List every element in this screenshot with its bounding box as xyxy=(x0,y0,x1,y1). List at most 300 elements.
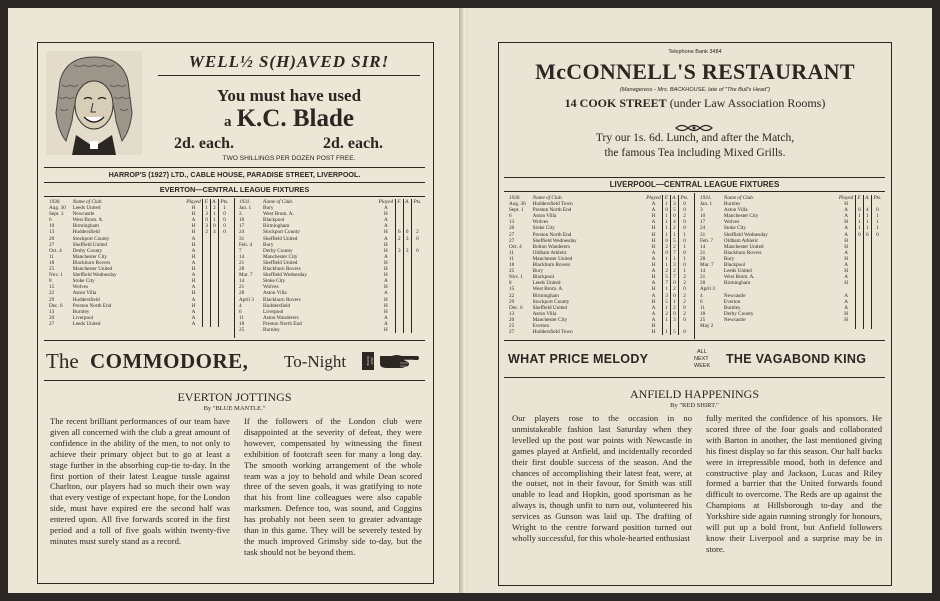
fixture-club: Huddersfield xyxy=(72,296,100,303)
fixture-for: 1 xyxy=(663,232,670,238)
ad-price-right: 2d. each. xyxy=(323,135,383,152)
fixture-club: Bury xyxy=(263,205,274,212)
fixture-for: 1 xyxy=(663,305,670,311)
fixture-date: 21 xyxy=(700,249,706,256)
fixture-club: Manchester City xyxy=(263,253,298,260)
fixture-club: Birmingham xyxy=(532,292,559,299)
everton-article-column-1: The recent brilliant performances of our team have given all concerned with the club a great amount of confidence in the ability of the men, to not only to achieve their primary object but to go at least a stage further in the absorbing cup-tie to-day. In the first portion of their latest League tussle against Charlton, our players had so much their own way that every vestige of expectant hope, for the London side, must have expired ere the second half was entered upon. All five forwards scored in the first period and a toll of five goals within twenty-five minutes must surely stand as a record. xyxy=(50,416,230,546)
fixture-points: 2 xyxy=(679,280,690,286)
everton-fixtures-table-1930 xyxy=(48,199,230,327)
fixture-club: Burnley xyxy=(263,326,280,333)
ad-line-one: You must have used xyxy=(216,86,362,105)
fixture-venue: H xyxy=(651,298,656,305)
fixture-against: 0 xyxy=(670,293,678,299)
lfc-fixtures-bottom-rule xyxy=(504,340,885,341)
restaurant-street: 14 COOK STREET xyxy=(564,96,667,110)
melody-bottom-rule xyxy=(504,377,885,378)
fixture-venue: A xyxy=(651,268,656,275)
fixture-club: Burnley xyxy=(723,201,741,208)
fixture-points: 0 xyxy=(679,201,690,207)
fixture-venue: H xyxy=(844,280,848,287)
fixture-club: Huddersfield xyxy=(263,302,291,309)
fixture-against: 1 xyxy=(670,299,678,305)
fixture-against: 0 xyxy=(670,213,678,219)
fixture-club: Oldham Athletic xyxy=(532,249,568,256)
fixture-date: Oct. 4 xyxy=(509,243,522,250)
fixture-venue: A xyxy=(844,207,848,214)
fixture-date: 8 xyxy=(49,278,52,285)
fixture-header-cell: A. xyxy=(404,199,410,205)
fixture-venue: H xyxy=(384,272,388,279)
fixture-against: 5 xyxy=(670,329,678,335)
fixture-club: Sheffield United xyxy=(532,304,567,311)
fixture-date: April 3 xyxy=(700,286,715,293)
fixture-club: Blackpool xyxy=(532,274,554,281)
fixture-venue: A xyxy=(651,316,656,323)
fixture-against: 0 xyxy=(210,223,218,229)
fixture-date: 13 xyxy=(509,310,515,317)
fixture-against: 4 xyxy=(863,207,871,213)
everton-article-byline: By "BLUE MANTLE." xyxy=(203,405,266,412)
fixture-date: Dec. 6 xyxy=(49,302,63,309)
fixture-venue: H xyxy=(384,259,388,266)
fixture-club: Leeds United xyxy=(72,205,101,212)
fixture-points: 0 xyxy=(871,232,883,238)
fixture-date: 24 xyxy=(700,225,706,232)
fixture-venue: H xyxy=(384,241,388,248)
fixture-venue: H xyxy=(191,278,196,285)
fixture-date: 29 xyxy=(49,296,55,303)
fixture-header-cell: Pts. xyxy=(220,199,229,205)
fixture-venue: H xyxy=(384,284,388,291)
fixture-venue: H xyxy=(651,225,656,232)
fixture-header-cell: 1931. xyxy=(700,195,712,201)
fixture-date: 25 xyxy=(49,266,55,273)
fixture-for: 0 xyxy=(856,207,864,213)
fixture-club: Wolves xyxy=(263,284,279,291)
fixture-venue: H xyxy=(651,213,656,220)
ad-bottom-rule xyxy=(44,167,425,168)
fixture-for: 0 xyxy=(663,238,670,244)
jack-payne-badge: JACK PAYNE xyxy=(362,352,374,370)
fixtures-divider xyxy=(234,198,235,338)
pointing-hand-icon xyxy=(378,352,420,374)
fixture-club: Oldham Athletic xyxy=(723,237,759,244)
fixture-points xyxy=(219,321,230,327)
fixture-points: 1 xyxy=(679,268,690,274)
fixture-venue: A xyxy=(844,225,848,232)
lfc-fixtures-divider xyxy=(694,193,695,339)
fixture-for: 0 xyxy=(663,250,670,256)
fixture-club: Manchester City xyxy=(532,316,568,323)
fixture-against xyxy=(210,321,218,327)
fixture-against: 0 xyxy=(403,229,411,235)
fixture-for: 1 xyxy=(663,329,670,335)
fixture-venue: H xyxy=(651,231,656,238)
fixture-for: 6 xyxy=(396,229,404,235)
fixtures-top-rule xyxy=(44,182,425,183)
fixture-header-cell: Played xyxy=(646,195,661,201)
fixture-venue: H xyxy=(191,302,196,309)
fixture-venue: A xyxy=(844,262,848,269)
fixture-against: 5 xyxy=(670,207,678,213)
fixture-for: 1 xyxy=(663,286,670,292)
fixture-points: 0 xyxy=(679,225,690,231)
fixture-date: 3 xyxy=(700,207,703,214)
fixture-points: 2 xyxy=(679,299,690,305)
fixture-date: 21 xyxy=(239,259,245,266)
fixture-venue: A xyxy=(651,310,656,317)
fixture-venue: H xyxy=(191,211,196,218)
melody-banner xyxy=(504,346,885,374)
fixture-table xyxy=(699,195,883,329)
right-page xyxy=(468,8,932,593)
fixture-date: 13 xyxy=(49,308,55,315)
fixture-venue: A xyxy=(844,292,848,299)
fixture-points: 0 xyxy=(679,238,690,244)
commodore-bottom-rule xyxy=(44,380,425,381)
fixture-points: 0 xyxy=(679,219,690,225)
fixture-for: 1 xyxy=(856,213,864,219)
fixture-club: Stockport County xyxy=(72,235,110,242)
fixture-date: 17 xyxy=(239,223,245,230)
fixture-for: 0 xyxy=(856,232,864,238)
anfield-article-title: ANFIELD HAPPENINGS xyxy=(629,387,759,401)
fixture-date: 28 xyxy=(700,280,706,287)
fixture-club: Leeds United xyxy=(72,320,101,327)
fixture-club: Stoke City xyxy=(72,278,95,285)
fixture-date: Aug. 30 xyxy=(49,205,66,212)
fixture-venue: H xyxy=(651,329,656,336)
fixture-club: Aston Villa xyxy=(72,290,97,297)
fixture-date: Dec. 6 xyxy=(509,304,523,311)
fixture-venue: A xyxy=(191,308,196,315)
fixture-against: 1 xyxy=(210,211,218,217)
fixture-club: Aston Villa xyxy=(723,207,748,214)
fixture-venue: A xyxy=(651,201,656,208)
fixture-date: 27 xyxy=(509,237,515,244)
fixture-venue: H xyxy=(651,322,656,329)
everton-fixtures-title: EVERTON—CENTRAL LEAGUE FIXTURES xyxy=(159,185,310,194)
fixture-date: 6 xyxy=(509,213,512,220)
fixture-club: Preston North End xyxy=(532,231,572,238)
fixture-date: Sept. 3 xyxy=(49,211,64,218)
fixture-for: 1 xyxy=(663,213,670,219)
fixture-date: 6 xyxy=(49,217,52,224)
fixture-club: Aston Villa xyxy=(532,310,557,317)
fixture-date: 6 xyxy=(700,298,703,305)
fixture-date: 18 xyxy=(700,310,706,317)
fixture-against: 2 xyxy=(670,268,678,274)
fixture-points: 0 xyxy=(679,286,690,292)
fixture-venue: A xyxy=(651,255,656,262)
fixture-points: 1 xyxy=(679,244,690,250)
fixture-club: Aston Villa xyxy=(532,213,557,220)
fixture-row xyxy=(48,321,230,327)
melody-right-title: THE VAGABOND KING xyxy=(726,352,867,366)
fixture-club: Stockport County xyxy=(263,229,300,236)
fixture-header-cell: F. xyxy=(664,195,669,201)
fixture-date: 4 xyxy=(700,292,703,299)
ad-headline: WELL½ S(H)AVED SIR! xyxy=(188,52,390,71)
fixture-header-cell: 1930. xyxy=(49,199,61,205)
fixture-venue: A xyxy=(651,280,656,287)
fixture-header-cell: Name of Club. xyxy=(72,199,103,205)
fixture-club: Blackburn Rovers xyxy=(532,262,571,269)
commodore-the: The xyxy=(46,349,79,373)
fixture-date: 13 xyxy=(509,219,515,226)
fixture-club: Sheffield Wednesday xyxy=(72,272,117,279)
fixture-venue: H xyxy=(384,266,388,273)
fixture-points xyxy=(871,323,883,329)
melody-week: WEEK xyxy=(694,363,711,369)
fixture-club: Sheffield Wednesday xyxy=(723,231,768,238)
fixture-date: 18 xyxy=(239,320,245,327)
fixture-club: Birmingham xyxy=(263,223,290,230)
fixture-date: 20 xyxy=(49,235,55,242)
fixture-points: 0 xyxy=(679,262,690,268)
fixture-against: 2 xyxy=(670,225,678,231)
fixture-club: Bury xyxy=(723,255,735,262)
fixture-header-cell: Name of Club. xyxy=(532,195,563,201)
fixture-points: 2 xyxy=(411,229,423,235)
fixture-venue: H xyxy=(384,211,388,218)
fixture-date: 11 xyxy=(509,249,514,256)
fixture-club: Liverpool xyxy=(263,308,284,315)
fixture-club: Newcastle xyxy=(72,211,95,218)
fixture-date: 4 xyxy=(239,302,242,309)
fixture-club: Preston North End xyxy=(263,320,302,327)
fixture-header-cell: A. xyxy=(865,195,870,201)
melody-next: NEXT xyxy=(694,356,709,362)
fixture-club: Derby County xyxy=(723,310,754,317)
fixture-header-cell: F. xyxy=(204,199,209,205)
fixture-club: Blackburn Rovers xyxy=(72,259,111,266)
fixture-club: Manchester United xyxy=(723,243,764,250)
fixture-club: Sheffield United xyxy=(263,259,298,266)
fixture-date: 13 xyxy=(49,229,55,236)
fixture-against: 3 xyxy=(670,262,678,268)
fixture-against: 1 xyxy=(863,213,871,219)
fixture-club: Aston Villa xyxy=(263,290,287,297)
fixture-points: 1 xyxy=(679,256,690,262)
fixture-for: 1 xyxy=(663,201,670,207)
fixture-points: 2 xyxy=(679,293,690,299)
fixture-venue: A xyxy=(191,235,196,242)
ad-headline-rule xyxy=(158,75,420,76)
fixture-club: Birmingham xyxy=(72,223,99,230)
fixture-for xyxy=(396,327,404,333)
fixture-club: Blackburn Rovers xyxy=(263,296,301,303)
fixture-venue: H xyxy=(651,237,656,244)
fixture-date: 11 xyxy=(49,253,54,260)
fixture-date: 20 xyxy=(509,225,515,232)
fixture-club: Birmingham xyxy=(723,280,751,287)
fixture-club: Newcastle xyxy=(723,316,746,323)
fixture-date: 6 xyxy=(239,308,242,315)
fixture-venue: H xyxy=(844,310,848,317)
fixture-venue: A xyxy=(384,253,388,260)
fixture-date: Jan. 1 xyxy=(239,205,252,212)
fixture-venue: A xyxy=(384,278,388,285)
fixture-venue: A xyxy=(191,247,196,254)
fixture-for: 2 xyxy=(663,268,670,274)
fixture-against: 1 xyxy=(670,232,678,238)
fixture-date: May 2 xyxy=(700,322,714,329)
fixture-date: 10 xyxy=(239,217,245,224)
fixture-date: 21 xyxy=(700,274,706,281)
fixture-venue: H xyxy=(191,241,196,248)
fixture-points: 0 xyxy=(679,329,690,335)
anfield-article-byline: By "RED SHIRT." xyxy=(670,402,719,409)
restaurant-manageress: (Manageress - Mrs. BACKHOUSE, late of "The Bull's Head") xyxy=(619,87,771,93)
fixture-venue: A xyxy=(191,272,196,279)
fixture-header-cell: Pts. xyxy=(680,195,689,201)
fixture-venue: H xyxy=(191,290,196,297)
fixture-header-cell: A. xyxy=(212,199,217,205)
fixture-date: 3 xyxy=(239,211,242,218)
fixture-against: 1 xyxy=(210,217,218,223)
fixture-venue: H xyxy=(844,268,848,275)
fixture-date: 15 xyxy=(509,286,515,293)
fixture-for: 1 xyxy=(203,205,210,211)
fixture-club: Everton xyxy=(723,298,741,305)
commodore-banner xyxy=(44,346,425,376)
fixture-venue: H xyxy=(384,229,388,236)
fixture-points: 0 xyxy=(219,211,230,217)
fixture-points xyxy=(411,327,423,333)
fixture-date: 29 xyxy=(509,298,515,305)
fixture-date: Oct. 4 xyxy=(49,247,62,254)
fixture-for: 2 xyxy=(396,236,404,242)
fixture-venue: A xyxy=(844,298,848,305)
fixture-date: Nov. 1 xyxy=(509,274,523,281)
fixture-for: 1 xyxy=(663,256,670,262)
fixture-venue: H xyxy=(384,326,388,333)
fixture-venue: A xyxy=(844,274,848,281)
fixture-against: 2 xyxy=(670,244,678,250)
fixture-date: 11 xyxy=(700,304,705,311)
fixture-for: 5 xyxy=(663,274,670,280)
fixture-venue: H xyxy=(191,253,196,260)
fixture-points: 0 xyxy=(679,317,690,323)
fixture-club: Manchester United xyxy=(72,266,113,273)
fixture-date: 14 xyxy=(700,268,706,275)
fixture-points: 1 xyxy=(679,232,690,238)
fixtures-title-rule xyxy=(44,196,425,197)
fixture-venue: A xyxy=(844,304,848,311)
ad-dozen-price: TWO SHILLINGS PER DOZEN POST FREE. xyxy=(222,155,356,162)
fixture-club: West Brom. A. xyxy=(263,211,294,218)
anfield-article-column-2: fully merited the confidence of his sponsors. He scored three of the four goals and collaborated with Barton in another, the last mentioned giving his finest display so far this season. Our half backs were in irrepressible mood, both in defence and constructive play and Jackson, Lucas and Riley formed a barrier that the United forwards found difficult to overcome. The Reds are up against the Champions at Hillsborough to-day and the Yorkshire side again running strongly for honours, will put up a bold front, but Anfield followers know their Liverpool and a surprise may be in store. xyxy=(706,413,882,554)
fixture-club: Huddersfield Town xyxy=(532,329,573,336)
fixture-club: Blackpool xyxy=(263,217,285,224)
fixture-points: 0 xyxy=(679,305,690,311)
fixture-points: 1 xyxy=(871,225,883,231)
fixture-club: Bury xyxy=(532,268,544,275)
fixture-club: Leeds United xyxy=(532,280,561,287)
fixture-venue: H xyxy=(844,255,848,262)
fixture-against: 4 xyxy=(670,219,678,225)
fixture-against: 5 xyxy=(670,238,678,244)
melody-left-title: WHAT PRICE MELODY xyxy=(508,352,649,366)
fixture-club: Stoke City xyxy=(263,278,286,285)
fixture-points: 0 xyxy=(219,217,230,223)
fixture-venue: H xyxy=(384,296,388,303)
fixture-date: 25 xyxy=(509,268,515,275)
anfield-article-column-1: Our players rose to the occasion in no unmistakeable fashion last Saturday when they levelled up the post war points with Newcastle in games played at Anfield, and incidentally recorded their first double success of the season. And the chances of accomplishing their latest feat, were, at the outset, not in their favour, for Smith was still unable to lead and Hopkin, good sportsman as he always is, though unfit to turn out, volunteered his services as Gunson was laid up. The drafting of Wright to the centre forward position turned out wholly successful, for this whole-hearted enthusiast xyxy=(512,413,692,543)
fixture-against: 3 xyxy=(403,248,411,254)
fixture-date: Feb. 4 xyxy=(239,241,252,248)
fixture-header-cell: Played xyxy=(186,199,201,205)
fixture-points: 0 xyxy=(411,248,423,254)
fixture-club: Stockport County xyxy=(532,298,570,305)
fixture-club: West Brom. A. xyxy=(723,274,755,281)
fixture-club: Huddersfield xyxy=(72,229,100,236)
fixture-date: Sept. 1 xyxy=(509,207,524,214)
fixture-club: Wolves xyxy=(723,219,740,226)
restaurant-name: McCONNELL'S RESTAURANT xyxy=(535,59,855,84)
fixture-club: Derby County xyxy=(72,247,103,254)
fixture-header-cell: 1930. xyxy=(509,195,521,201)
fixture-points: 1 xyxy=(871,219,883,225)
fixture-venue: A xyxy=(191,259,196,266)
fixture-venue: H xyxy=(651,286,656,293)
fixture-date: Jan. 1 xyxy=(700,201,713,208)
fixture-date: 18 xyxy=(49,259,55,266)
restaurant-address xyxy=(498,96,892,111)
fixture-club: West Brom. A. xyxy=(532,286,564,293)
fixture-venue: H xyxy=(384,308,388,315)
restaurant-tea-line: the famous Tea including Mixed Grills. xyxy=(604,147,786,159)
fixture-header-cell: F. xyxy=(397,199,402,205)
liverpool-fixtures-title: LIVERPOOL—CENTRAL LEAGUE FIXTURES xyxy=(609,180,780,189)
fixture-for: 1 xyxy=(663,262,670,268)
fixture-for: 2 xyxy=(203,229,210,235)
fixture-venue: A xyxy=(191,217,196,224)
fixture-venue: A xyxy=(384,290,388,297)
fixture-date: 28 xyxy=(700,255,706,262)
fixture-club: Blackburn Rovers xyxy=(263,266,301,273)
fixture-points: 0 xyxy=(411,236,423,242)
fixture-for xyxy=(203,321,210,327)
fixture-venue: A xyxy=(651,304,656,311)
fixture-header-cell: Name of Club. xyxy=(263,199,294,205)
fixture-club: Liverpool xyxy=(72,314,94,321)
fixture-date: 27 xyxy=(509,231,515,238)
fixture-for: 1 xyxy=(663,317,670,323)
fixture-venue: H xyxy=(844,243,848,250)
fixture-venue: A xyxy=(651,219,656,226)
fixture-points: 0 xyxy=(679,207,690,213)
fixture-date: Nov. 1 xyxy=(49,272,63,279)
fixture-club: Huddersfield Town xyxy=(532,201,573,208)
fixture-club: Leeds United xyxy=(723,268,752,275)
fixture-against: 2 xyxy=(670,286,678,292)
fixture-header-cell: Pts. xyxy=(411,199,423,205)
ad-product-a: a xyxy=(224,114,232,130)
fixture-date: 31 xyxy=(700,231,706,238)
fixture-for: 5 xyxy=(663,299,670,305)
fixture-date: 10 xyxy=(700,213,706,220)
fixture-points: 2 xyxy=(679,274,690,280)
everton-article-column-2: If the followers of the London club were disappointed at the severity of defeat, they were however, compensated by witnessing the finest exhibition of footcraft seen for many a long day. The smooth working arrangement of the whole team was a joy to behold and while Dean scored three of the seven goals, it was gratifying to note that his front line colleagues were also capable marksmen. Defence too, was sound, and Coggins has probably not been seen to greater advantage than in this game. They will be severely tested by the much improved Grimsby side to-day, but the task should not be beyond them. xyxy=(244,416,422,557)
fixture-club: Sheffield United xyxy=(72,241,107,248)
fixture-date: 14 xyxy=(239,278,245,285)
fixture-club: Blackpool xyxy=(723,262,746,269)
fixture-date: 25 xyxy=(239,326,245,333)
fixture-against: 2 xyxy=(670,305,678,311)
